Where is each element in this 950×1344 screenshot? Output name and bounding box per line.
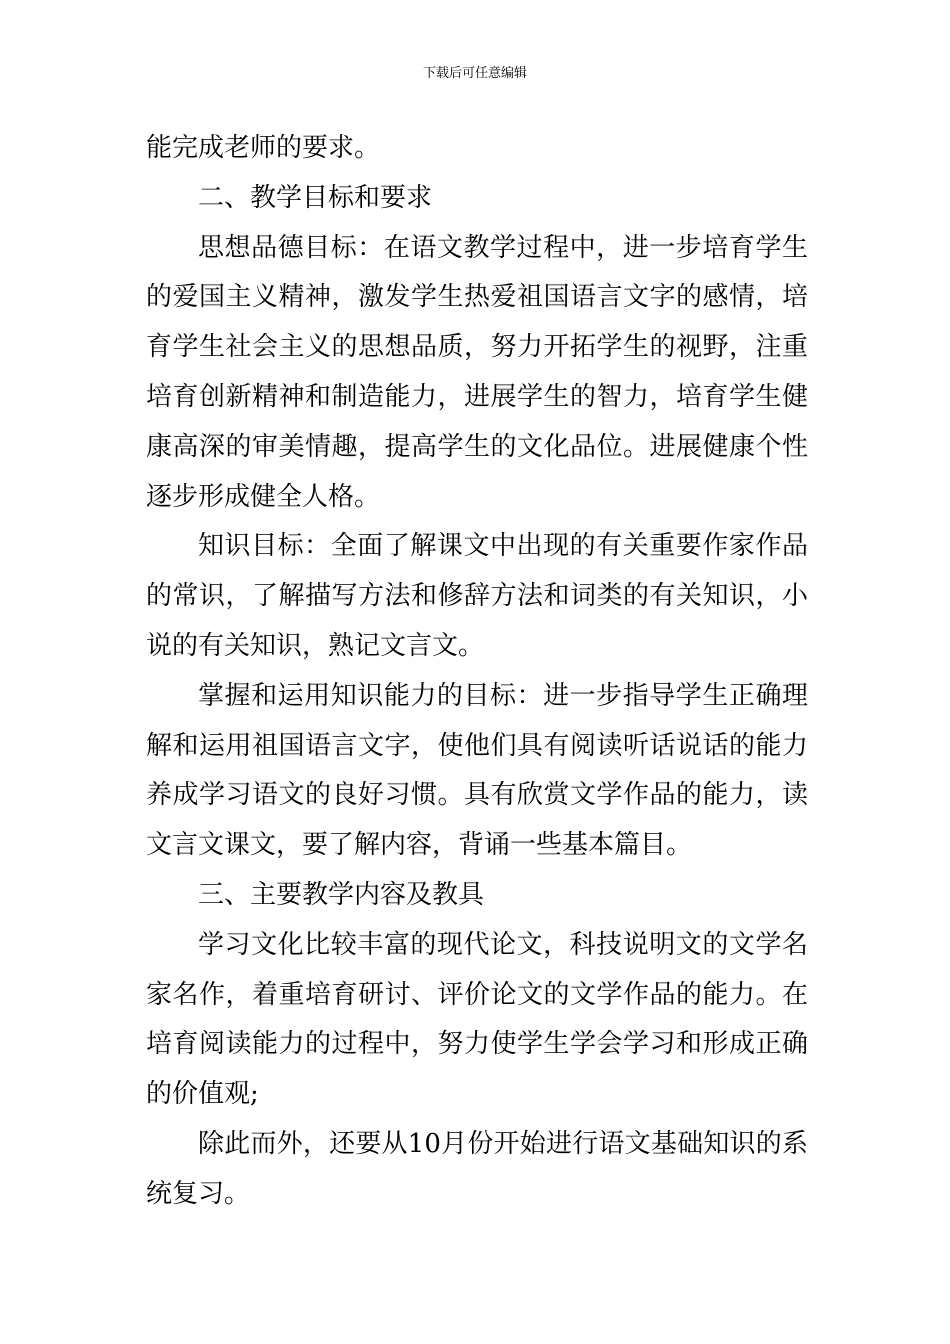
section-heading-objectives: 二、教学目标和要求 xyxy=(198,182,433,213)
paragraph-moral-goal: 思想品德目标：在语文教学过程中，进一步培育学生的爱国主义精神，激发学生热爱祖国语言文字的感情，培育学生社会主义的思想品质，努力开拓学生的视野，注重培育创新精神和制造能力，进展学生的智力，培育学生健康高深的审美情趣，提高学生的文化品位。进展健康个性逐步形成健全人格。 xyxy=(146,232,808,512)
paragraph-ability-goal: 掌握和运用知识能力的目标：进一步指导学生正确理解和运用祖国语言文字，使他们具有阅读听话说话的能力养成学习语文的良好习惯。具有欣赏文学作品的能力，读文言文课文，要了解内容，背诵一些基本篇目。 xyxy=(146,680,808,861)
document-body xyxy=(146,124,808,1220)
paragraph-review: 除此而外，还要从10月份开始进行语文基础知识的系统复习。 xyxy=(146,1128,808,1209)
paragraph-continuation: 能完成老师的要求。 xyxy=(146,133,381,163)
paragraph-knowledge-goal: 知识目标：全面了解课文中出现的有关重要作家作品的常识，了解描写方法和修辞方法和词类的有关知识，小说的有关知识，熟记文言文。 xyxy=(146,531,808,661)
section-heading-content: 三、主要教学内容及教具 xyxy=(198,879,485,910)
page-header: 下载后可任意编辑 xyxy=(422,66,527,81)
paragraph-content: 学习文化比较丰富的现代论文，科技说明文的文学名家名作，着重培育研讨、评价论文的文学作品的能力。在培育阅读能力的过程中，努力使学生学会学习和形成正确的价值观; xyxy=(146,929,808,1110)
